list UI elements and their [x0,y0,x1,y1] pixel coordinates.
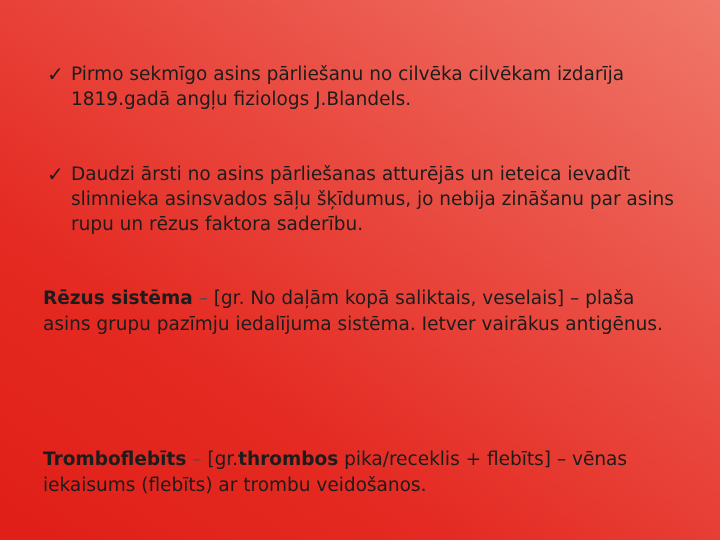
definition-body-pre: [gr. [207,449,239,470]
definition-rezus [43,286,683,338]
bullet-item [47,162,687,237]
bullet-item [47,62,687,112]
definition-term: Tromboflebīts [43,449,187,470]
definition-bold-word: thrombos [238,449,339,470]
bullet-text: Daudzi ārsti no asins pārliešanas atturējās un ieteica ievadīt slimnieka asinsvados sāļu šķīdumus, jo nebija zināšanu par asins rupu un rēzus faktora saderību. [71,164,674,235]
definition-term: Rēzus sistēma [43,288,193,309]
bullet-text: Pirmo sekmīgo asins pārliešanu no cilvēka cilvēkam izdarīja 1819.gadā angļu fiziologs J.Blandels. [71,64,625,110]
definition-body-post: pika/receklis + flebīts] – vēnas iekaisums (flebīts) ar trombu veidošanos. [43,449,628,496]
definition-dash: – [186,449,208,470]
checkmark-icon: ✓ [47,62,64,86]
definition-body: [gr. No daļām kopā saliktais, veselais] – plaša asins grupu pazīmju iedalījuma sistēma. Ietver vairākus antigēnus. [43,288,663,335]
checkmark-icon: ✓ [47,162,64,186]
definition-dash: – [192,288,214,309]
definition-tromboflebits [43,447,683,499]
